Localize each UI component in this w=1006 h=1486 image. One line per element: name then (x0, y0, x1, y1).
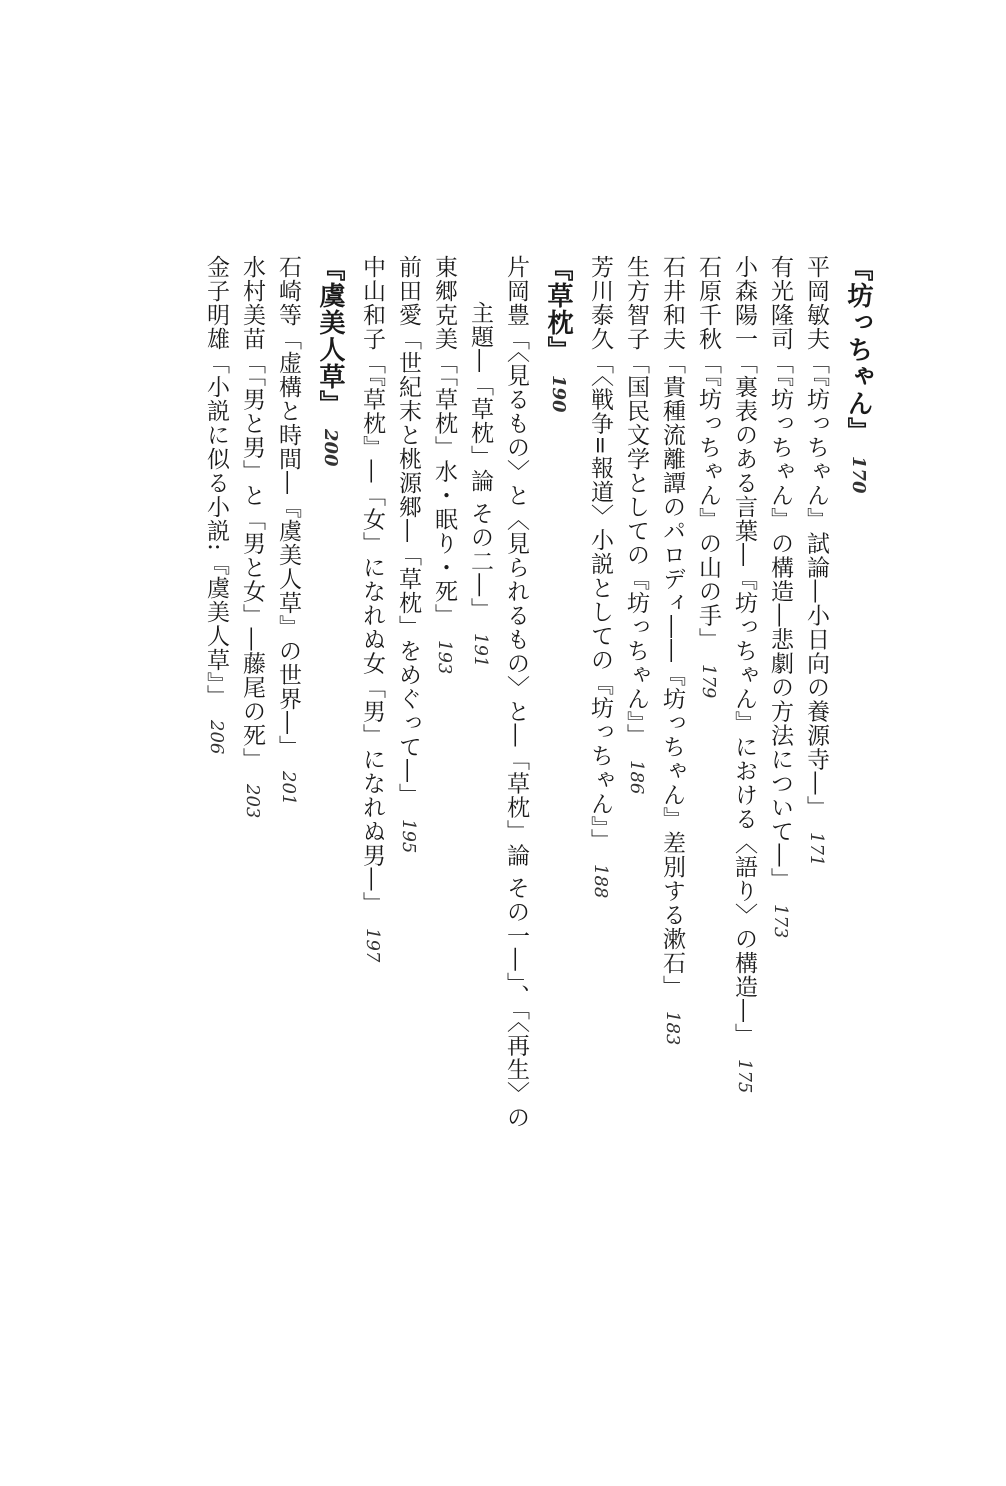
toc-entry: 水村美苗「「男と男」と「男と女」―藤尾の死」203 (239, 255, 265, 818)
section-heading-kusamakura: 『草枕』190 (543, 255, 573, 413)
toc-entry-continued: 主題―「草枕」論 その二―」191 (467, 301, 493, 668)
toc-entry: 前田愛「世紀末と桃源郷―「草枕」をめぐって―」195 (395, 255, 421, 854)
page-number: 183 (662, 1011, 683, 1046)
page-number: 203 (242, 783, 263, 818)
page-number: 190 (548, 375, 569, 413)
page-number: 200 (320, 429, 341, 467)
toc-entry: 石原千秋「『坊っちゃん』の山の手」179 (695, 255, 721, 698)
toc-entry: 有光隆司「『坊っちゃん』の構造―悲劇の方法について―」173 (767, 255, 793, 938)
section-heading-gubijinso: 『虞美人草』200 (315, 255, 345, 467)
toc-entry: 平岡敏夫「『坊っちゃん』試論―小日向の養源寺―」171 (803, 255, 829, 866)
toc-entry: 小森陽一「裏表のある言葉―『坊っちゃん』における〈語り〉の構造―」175 (731, 255, 757, 1094)
page-number: 191 (470, 633, 491, 668)
page-number: 195 (398, 819, 419, 854)
toc-entry: 東郷克美「「草枕」水・眠り・死」193 (431, 255, 457, 674)
page-number: 201 (278, 771, 299, 806)
page-number: 186 (626, 759, 647, 794)
toc-entry: 生方智子「国民文学としての『坊っちゃん』」186 (623, 255, 649, 794)
toc-entry: 中山和子「『草枕』―「女」になれぬ女「男」になれぬ男―」197 (359, 255, 385, 962)
section-heading-botchan: 『坊っちゃん』170 (843, 255, 873, 494)
toc-entry: 片岡豊「〈見るもの〉と〈見られるもの〉と―「草枕」論 その一―」、「〈再生〉の (498, 255, 534, 1141)
toc-entry: 石井和夫「貴種流離譚のパロディ――『坊っちゃん』差別する漱石」183 (659, 255, 685, 1046)
page-number: 175 (734, 1059, 755, 1094)
page-number: 188 (590, 864, 611, 899)
toc-entry: 金子明雄「小説に似る小説:『虞美人草』」206 (203, 255, 229, 755)
page-number: 179 (698, 663, 719, 698)
page-number: 193 (434, 639, 455, 674)
page-number: 171 (806, 831, 827, 866)
toc-entry: 石崎等「虚構と時間―『虞美人草』の世界―」201 (275, 255, 301, 806)
page-number: 173 (770, 903, 791, 938)
toc-entry: 芳川泰久「〈戦争=報道〉小説としての『坊っちゃん』」188 (587, 255, 613, 899)
page-number: 206 (206, 720, 227, 755)
page-number: 197 (362, 927, 383, 962)
page-number (506, 1129, 527, 1141)
page-number: 170 (848, 456, 869, 494)
